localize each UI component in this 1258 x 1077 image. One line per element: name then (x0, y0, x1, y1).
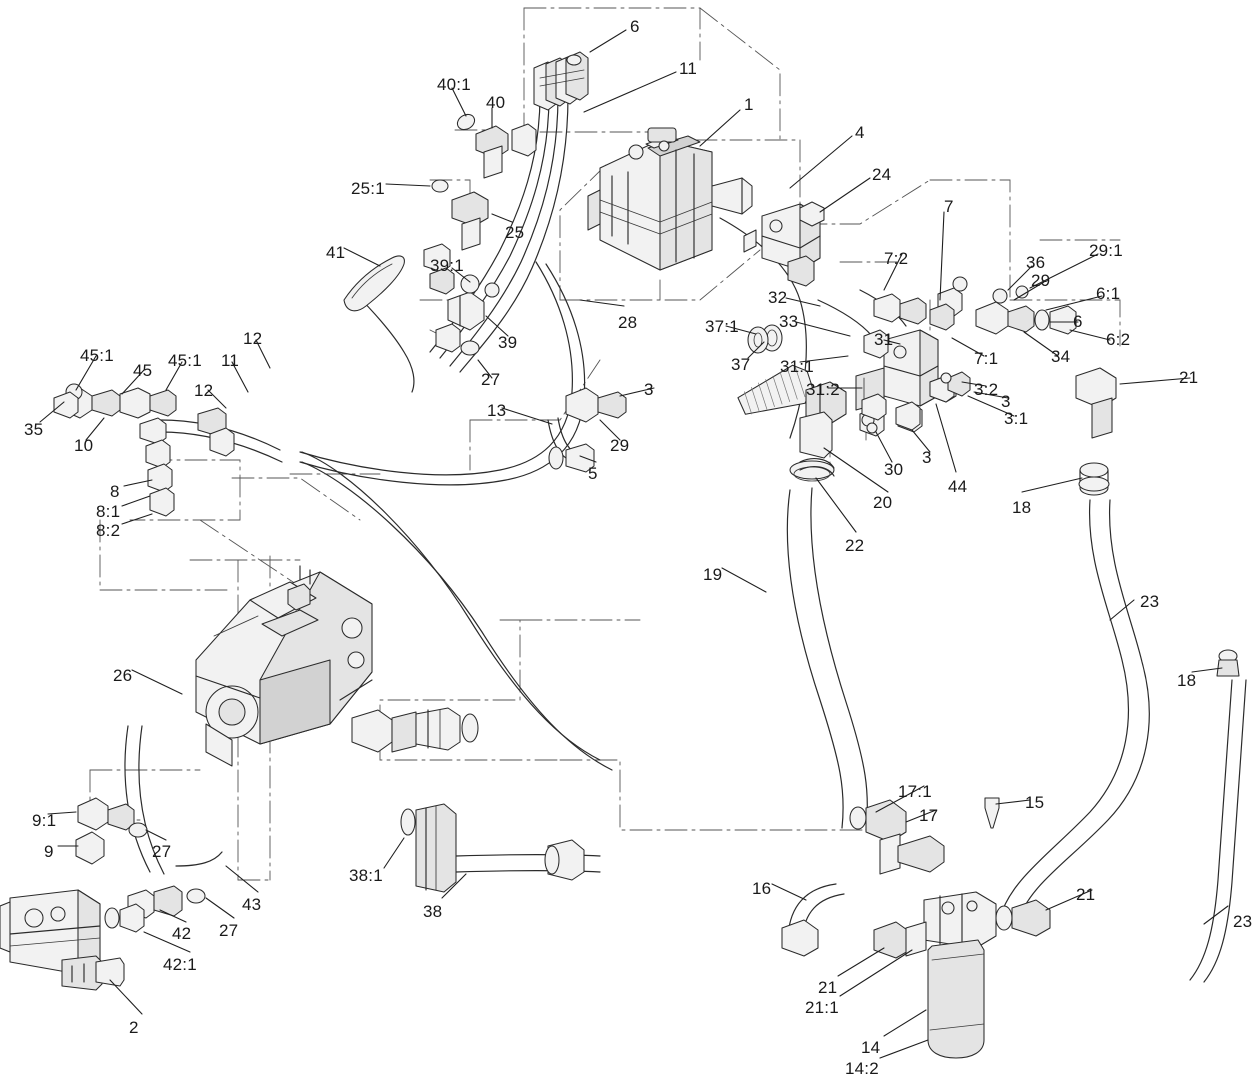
callout-11: 11 (679, 59, 698, 78)
callout-45-1: 45:1 (168, 351, 202, 370)
callout-24: 24 (872, 165, 892, 184)
callout-3: 3 (922, 448, 932, 467)
callout-12: 12 (194, 381, 214, 400)
callout-16: 16 (752, 879, 772, 898)
callout-6: 6 (630, 17, 640, 36)
callout-21: 21 (1179, 368, 1199, 387)
callout-17: 17 (919, 806, 939, 825)
callout-39: 39 (498, 333, 518, 352)
callout-37: 37 (731, 355, 751, 374)
callout-6: 6 (1073, 312, 1083, 331)
callout-38: 38 (423, 902, 443, 921)
callout-6-2: 6:2 (1106, 330, 1131, 349)
callout-30: 30 (884, 460, 904, 479)
callout-1: 1 (744, 95, 754, 114)
callout-31-1: 31:1 (780, 357, 814, 376)
callout-23: 23 (1233, 912, 1253, 931)
callout-21: 21 (1076, 885, 1096, 904)
callout-36: 36 (1026, 253, 1046, 272)
callout-11: 11 (221, 351, 240, 370)
callout-23: 23 (1140, 592, 1160, 611)
callout-12: 12 (243, 329, 263, 348)
callout-41: 41 (326, 243, 346, 262)
callout-2: 2 (129, 1018, 139, 1037)
callout-21: 21 (818, 978, 838, 997)
callout-18: 18 (1012, 498, 1032, 517)
callout-9-1: 9:1 (32, 811, 57, 830)
callout-40-1: 40:1 (437, 75, 471, 94)
callout-29: 29 (610, 436, 630, 455)
callout-33: 33 (779, 312, 799, 331)
callout-7: 7 (944, 197, 954, 216)
callout-14: 14 (861, 1038, 881, 1057)
callout-4: 4 (855, 123, 865, 142)
callout-18: 18 (1177, 671, 1197, 690)
callout-26: 26 (113, 666, 133, 685)
callout-31: 31 (874, 330, 894, 349)
callout-40: 40 (486, 93, 506, 112)
callout-3: 3 (644, 380, 654, 399)
callout-7-2: 7:2 (884, 249, 909, 268)
callout-35: 35 (24, 420, 44, 439)
callout-14-2: 14:2 (845, 1059, 879, 1077)
callout-25: 25 (505, 223, 525, 242)
callout-45: 45 (133, 361, 153, 380)
callout-39-1: 39:1 (430, 256, 464, 275)
callout-42: 42 (172, 924, 192, 943)
callout-3-2: 3:2 (974, 380, 999, 399)
callout-9: 9 (44, 842, 54, 861)
callout-34: 34 (1051, 347, 1071, 366)
callout-29: 29 (1031, 271, 1051, 290)
callout-37-1: 37:1 (705, 317, 739, 336)
callout-7-1: 7:1 (974, 349, 999, 368)
callout-43: 43 (242, 895, 262, 914)
callout-27: 27 (481, 370, 501, 389)
callout-25-1: 25:1 (351, 179, 385, 198)
callout-27: 27 (219, 921, 239, 940)
callout-44: 44 (948, 477, 968, 496)
callout-31-2: 31:2 (806, 380, 840, 399)
callout-10: 10 (74, 436, 94, 455)
callout-3-1: 3:1 (1004, 409, 1029, 428)
callout-17-1: 17:1 (898, 782, 932, 801)
callout-6-1: 6:1 (1096, 284, 1121, 303)
callout-45-1: 45:1 (80, 346, 114, 365)
callout-22: 22 (845, 536, 865, 555)
callout-15: 15 (1025, 793, 1045, 812)
callout-8-1: 8:1 (96, 502, 121, 521)
callout-28: 28 (618, 313, 638, 332)
callout-29-1: 29:1 (1089, 241, 1123, 260)
callout-21-1: 21:1 (805, 998, 839, 1017)
callout-20: 20 (873, 493, 893, 512)
callout-42-1: 42:1 (163, 955, 197, 974)
callout-5: 5 (588, 464, 598, 483)
callout-3: 3 (1001, 392, 1011, 411)
callout-19: 19 (703, 565, 723, 584)
callout-8: 8 (110, 482, 120, 501)
callout-32: 32 (768, 288, 788, 307)
callout-38-1: 38:1 (349, 866, 383, 885)
callout-8-2: 8:2 (96, 521, 121, 540)
callout-27: 27 (152, 842, 172, 861)
callout-13: 13 (487, 401, 507, 420)
